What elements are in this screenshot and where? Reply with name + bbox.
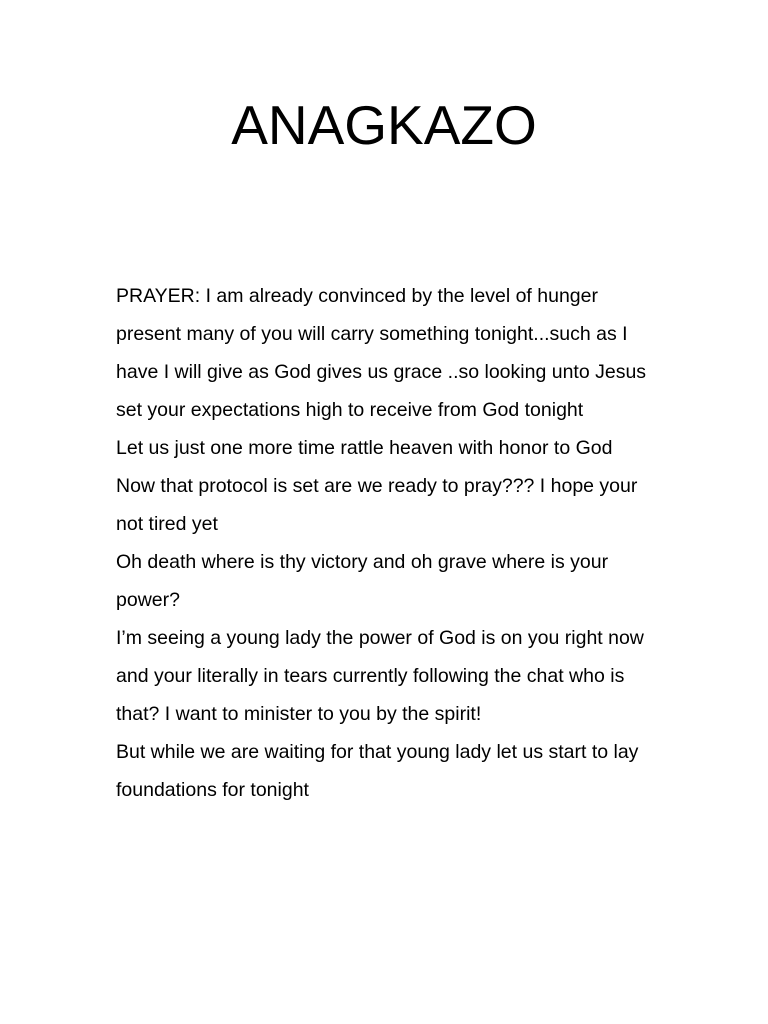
document-body xyxy=(116,277,661,809)
document-title: ANAGKAZO xyxy=(231,94,537,156)
paragraph-prayer-intro: PRAYER: I am already convinced by the level of hunger present many of you will carry something tonight...such as I have I will give as God gives us grace ..so looking unto Jesus set your expectations high to receive from God tonight xyxy=(116,285,647,421)
paragraph-rattle-heaven: Let us just one more time rattle heaven with honor to God xyxy=(116,437,613,459)
paragraph-young-lady: I’m seeing a young lady the power of God is on you right now and your literally in tears currently following the chat who is that? I want to minister to you by the spirit! xyxy=(116,627,644,725)
paragraph-foundations: But while we are waiting for that young lady let us start to lay foundations for tonight xyxy=(116,741,639,801)
paragraph-death-victory: Oh death where is thy victory and oh grave where is your power? xyxy=(116,551,609,611)
paragraph-protocol: Now that protocol is set are we ready to pray??? I hope your not tired yet xyxy=(116,475,638,535)
